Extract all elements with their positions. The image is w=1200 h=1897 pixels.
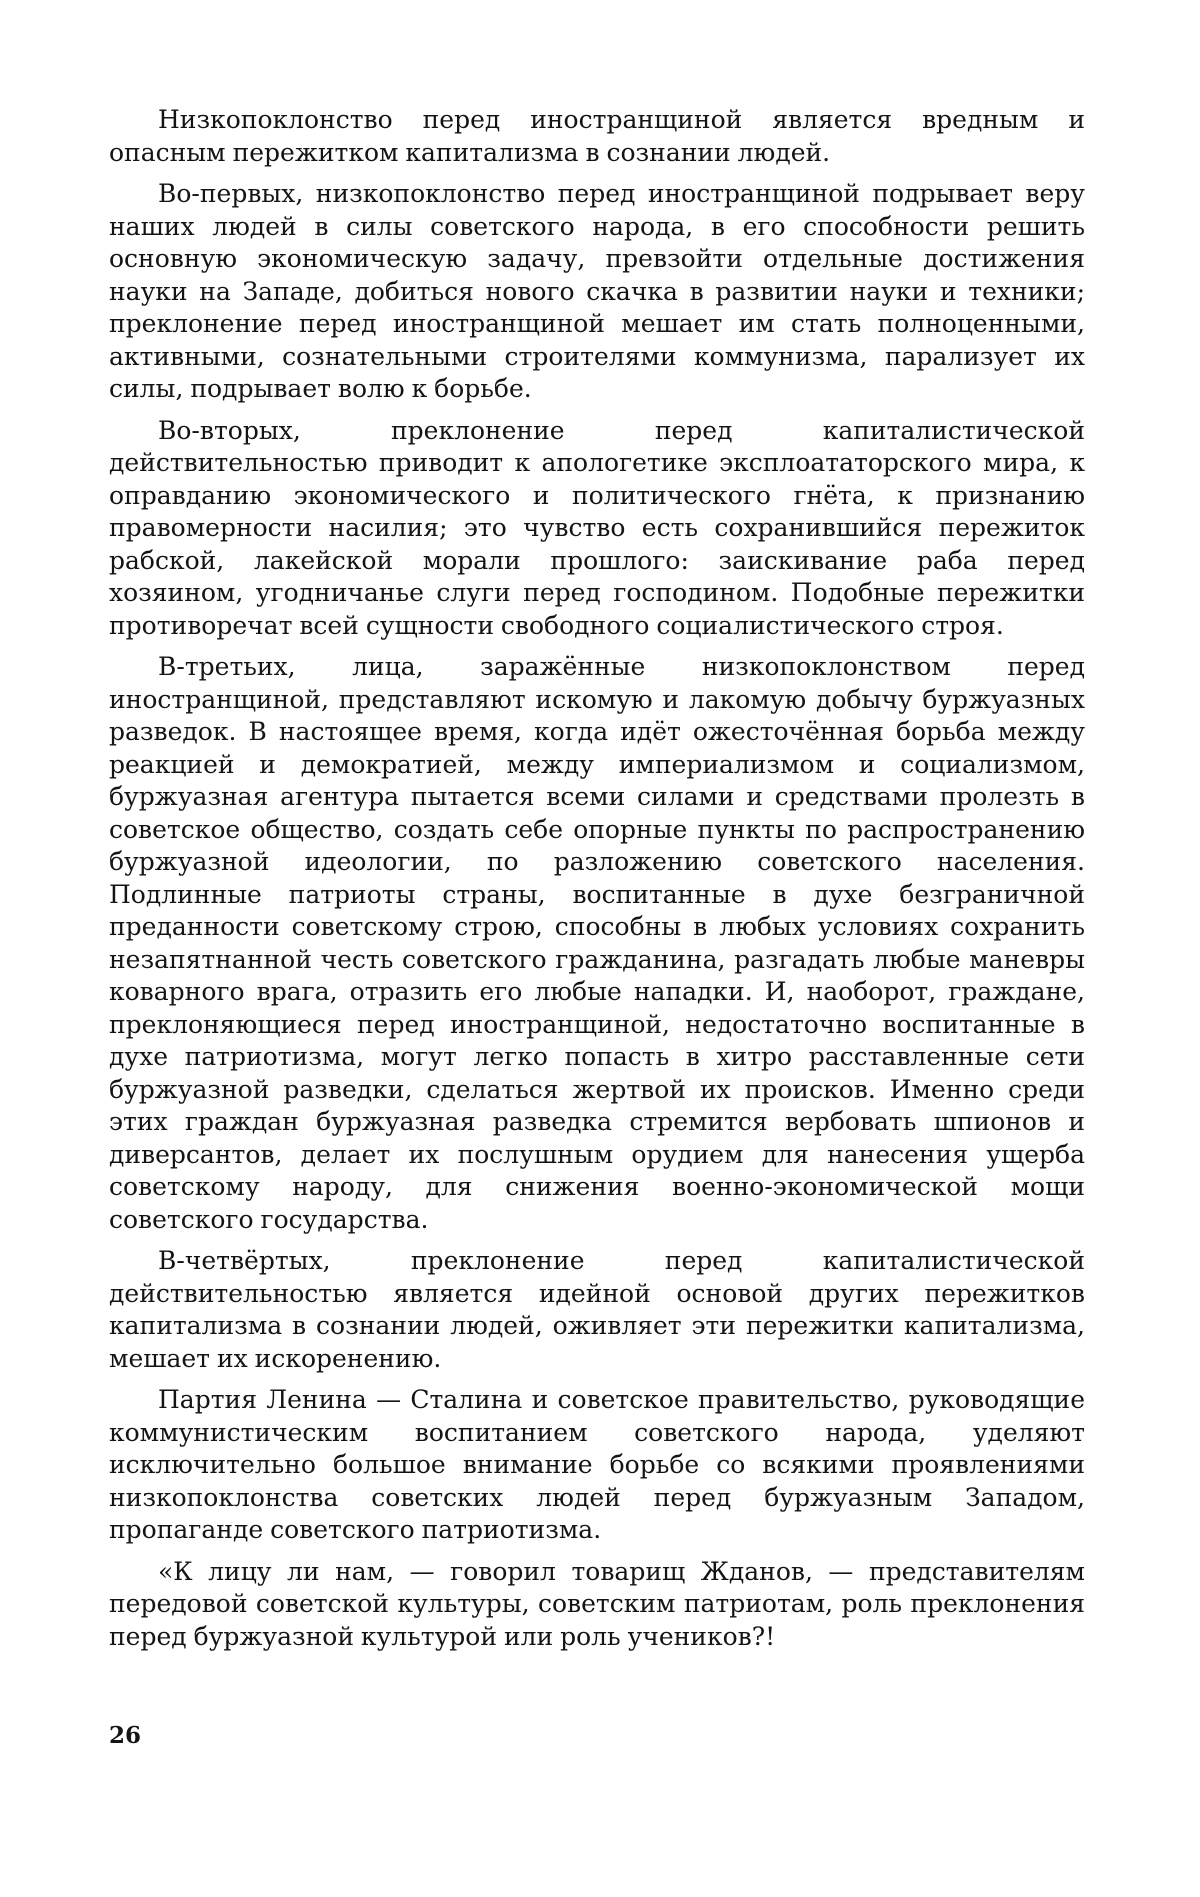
- paragraph-4: В-третьих, лица, заражённые низкопоклонством перед иностранщиной, представляют искомую и лакомую добычу буржуазных разведок. В настоящее время, когда идёт ожесточённая борьба между реакцией и демократией, между империализмом и социализмом, буржуазная агентура пытается всеми силами и средствами пролезть в советское общество, создать себе опорные пункты по распространению буржуазной идеологии, по разложению советского населения. Подлинные патриоты страны, воспитанные в духе безграничной преданности советскому строю, способны в любых условиях сохранить незапятнанной честь советского гражданина, разгадать любые маневры коварного врага, отразить его любые нападки. И, наоборот, граждане, преклоняющиеся перед иностранщиной, недостаточно воспитанные в духе патриотизма, могут легко попасть в хитро расставленные сети буржуазной разведки, сделаться жертвой их происков. Именно среди этих граждан буржуазная разведка стремится вербовать шпионов и диверсантов, делает их послушным орудием для нанесения ущерба советскому народу, для снижения военно-экономической мощи советского государства.: [109, 651, 1085, 1236]
- paragraph-1: Низкопоклонство перед иностранщиной является вредным и опасным пережитком капитализма в сознании людей.: [109, 104, 1085, 169]
- paragraph-3: Во-вторых, преклонение перед капиталистической действительностью приводит к апологетике эксплоататорского мира, к оправданию экономического и политического гнёта, к признанию правомерности насилия; это чувство есть сохранившийся пережиток рабской, лакейской морали прошлого: заискивание раба перед хозяином, угодничанье слуги перед господином. Подобные пережитки противоречат всей сущности свободного социалистического строя.: [109, 415, 1085, 643]
- book-page: [109, 104, 1085, 1864]
- paragraph-6: Партия Ленина — Сталина и советское правительство, руководящие коммунистическим воспитанием советского народа, уделяют исключительно большое внимание борьбе со всякими проявлениями низкопоклонства советских людей перед буржуазным Западом, пропаганде советского патриотизма.: [109, 1384, 1085, 1547]
- page-number: 26: [109, 1722, 141, 1750]
- paragraph-2: Во-первых, низкопоклонство перед иностранщиной подрывает веру наших людей в силы советского народа, в его способности решить основную экономическую задачу, превзойти отдельные достижения науки на Западе, добиться нового скачка в развитии науки и техники; преклонение перед иностранщиной мешает им стать полноценными, активными, сознательными строителями коммунизма, парализует их силы, подрывает волю к борьбе.: [109, 178, 1085, 406]
- paragraph-7: «К лицу ли нам, — говорил товарищ Жданов, — представителям передовой советской культуры, советским патриотам, роль преклонения перед буржуазной культурой или роль учеников?!: [109, 1556, 1085, 1654]
- paragraph-5: В-четвёртых, преклонение перед капиталистической действительностью является идейной основой других пережитков капитализма в сознании людей, оживляет эти пережитки капитализма, мешает их искоренению.: [109, 1245, 1085, 1375]
